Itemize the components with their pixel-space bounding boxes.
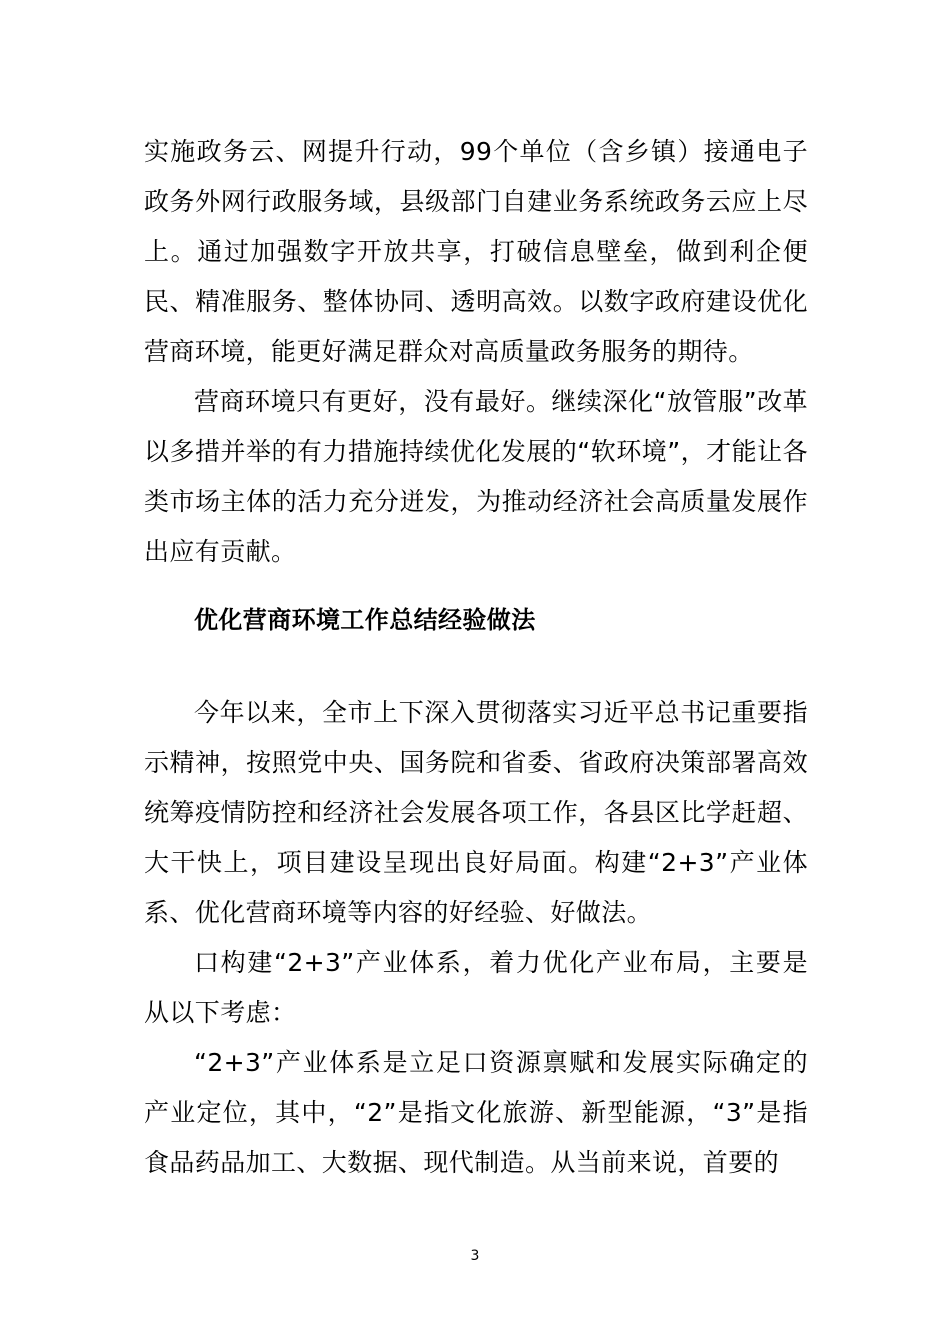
section-title: 优化营商环境工作总结经验做法 — [194, 606, 536, 634]
body-text-lower — [144, 688, 808, 1188]
body-text-upper — [144, 127, 808, 577]
paragraph-industry-positioning: “2+3”产业体系是立足口资源禀赋和发展实际确定的产业定位，其中，“2”是指文化旅游、新型能源，“3”是指食品药品加工、大数据、现代制造。从当前来说，首要的 — [144, 1048, 808, 1177]
paragraph-digital-government: 实施政务云、网提升行动，99个单位（含乡镇）接通电子政务外网行政服务域，县级部门自建业务系统政务云应上尽上。通过加强数字开放共享，打破信息壁垒，做到利企便民、精准服务、整体协同、透明高效。以数字政府建设优化营商环境，能更好满足群众对高质量政务服务的期待。 — [144, 137, 808, 366]
paragraph-this-year: 今年以来，全市上下深入贯彻落实习近平总书记重要指示精神，按照党中央、国务院和省委、省政府决策部署高效统筹疫情防控和经济社会发展各项工作，各县区比学赶超、大干快上，项目建设呈现出良好局面。构建“2+3”产业体系、优化营商环境等内容的好经验、好做法。 — [144, 698, 808, 927]
paragraph-business-environment: 营商环境只有更好，没有最好。继续深化“放管服”改革以多措并举的有力措施持续优化发展的“软环境”，才能让各类市场主体的活力充分迸发，为推动经济社会高质量发展作出应有贡献。 — [144, 387, 808, 566]
paragraph-industry-system: 口构建“2+3”产业体系，着力优化产业布局，主要是从以下考虑： — [144, 948, 808, 1027]
page-number: 3 — [470, 1248, 480, 1264]
